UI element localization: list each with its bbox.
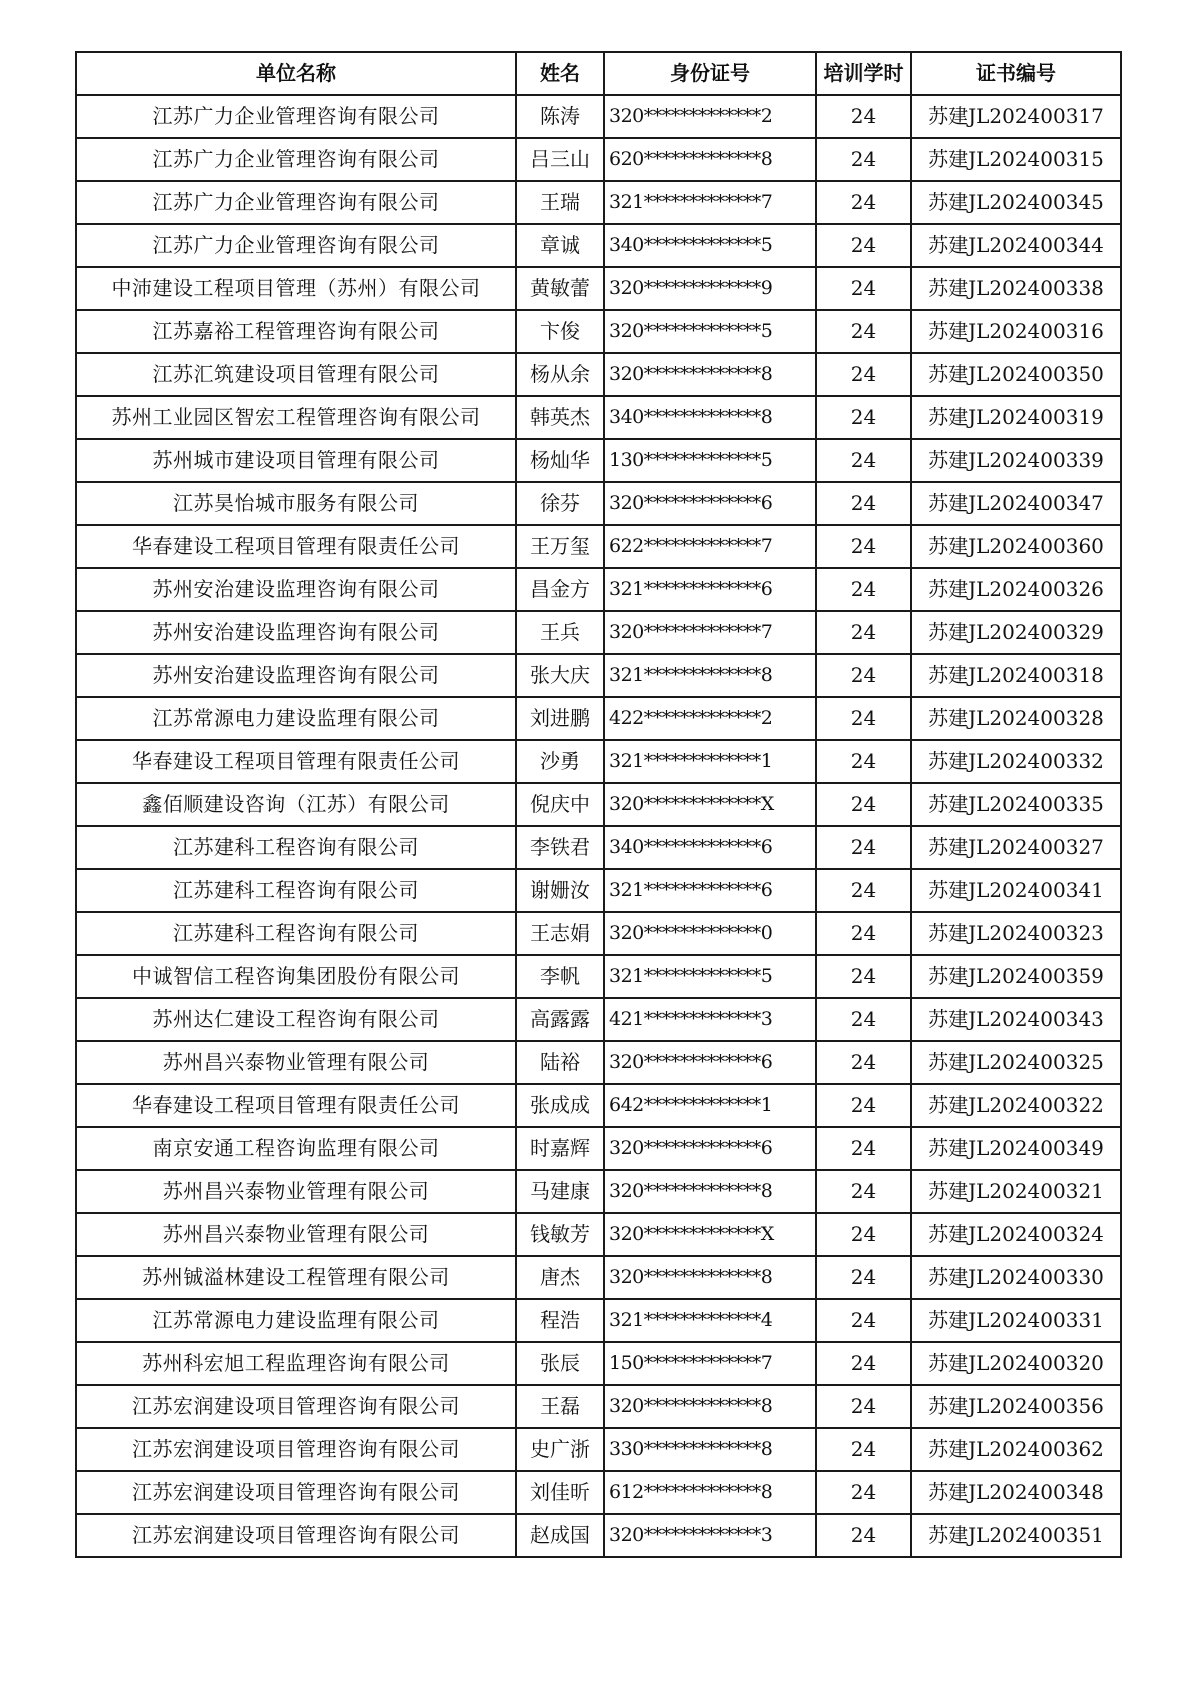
cell-name: 王瑞 [516, 181, 604, 224]
table-row [76, 439, 1121, 482]
cell-certificate-no: 苏建JL202400327 [911, 826, 1121, 869]
table-header [76, 52, 1121, 95]
table-row [76, 1213, 1121, 1256]
table-row [76, 353, 1121, 396]
cell-certificate-no: 苏建JL202400323 [911, 912, 1121, 955]
header-certificate-no: 证书编号 [911, 52, 1121, 95]
cell-id-number: 321*************6 [604, 568, 816, 611]
table-row [76, 95, 1121, 138]
cell-training-hours: 24 [816, 1342, 911, 1385]
cell-training-hours: 24 [816, 310, 911, 353]
cell-name: 李铁君 [516, 826, 604, 869]
cell-certificate-no: 苏建JL202400315 [911, 138, 1121, 181]
table-row [76, 224, 1121, 267]
cell-training-hours: 24 [816, 1256, 911, 1299]
cell-company: 苏州科宏旭工程监理咨询有限公司 [76, 1342, 516, 1385]
cell-company: 江苏建科工程咨询有限公司 [76, 912, 516, 955]
cell-name: 王磊 [516, 1385, 604, 1428]
cell-certificate-no: 苏建JL202400326 [911, 568, 1121, 611]
cell-training-hours: 24 [816, 1084, 911, 1127]
cell-company: 江苏宏润建设项目管理咨询有限公司 [76, 1428, 516, 1471]
cell-certificate-no: 苏建JL202400350 [911, 353, 1121, 396]
cell-id-number: 320*************6 [604, 482, 816, 525]
cell-training-hours: 24 [816, 439, 911, 482]
cell-training-hours: 24 [816, 740, 911, 783]
cell-company: 中诚智信工程咨询集团股份有限公司 [76, 955, 516, 998]
cell-certificate-no: 苏建JL202400359 [911, 955, 1121, 998]
cell-name: 刘佳昕 [516, 1471, 604, 1514]
cell-training-hours: 24 [816, 1299, 911, 1342]
cell-id-number: 320*************6 [604, 1127, 816, 1170]
cell-id-number: 320*************3 [604, 1514, 816, 1557]
table-row [76, 1428, 1121, 1471]
cell-company: 南京安通工程咨询监理有限公司 [76, 1127, 516, 1170]
cell-company: 江苏昊怡城市服务有限公司 [76, 482, 516, 525]
table-row [76, 1342, 1121, 1385]
cell-company: 苏州安治建设监理咨询有限公司 [76, 654, 516, 697]
training-roster-table [75, 51, 1122, 1558]
table-row [76, 1299, 1121, 1342]
cell-id-number: 622*************7 [604, 525, 816, 568]
cell-certificate-no: 苏建JL202400345 [911, 181, 1121, 224]
table-row [76, 1170, 1121, 1213]
cell-name: 时嘉辉 [516, 1127, 604, 1170]
cell-id-number: 321*************8 [604, 654, 816, 697]
cell-training-hours: 24 [816, 138, 911, 181]
cell-company: 鑫佰顺建设咨询（江苏）有限公司 [76, 783, 516, 826]
cell-id-number: 612*************8 [604, 1471, 816, 1514]
cell-id-number: 320*************0 [604, 912, 816, 955]
cell-company: 苏州安治建设监理咨询有限公司 [76, 611, 516, 654]
cell-name: 程浩 [516, 1299, 604, 1342]
cell-company: 江苏常源电力建设监理有限公司 [76, 1299, 516, 1342]
cell-training-hours: 24 [816, 1127, 911, 1170]
cell-certificate-no: 苏建JL202400316 [911, 310, 1121, 353]
cell-name: 张辰 [516, 1342, 604, 1385]
cell-certificate-no: 苏建JL202400338 [911, 267, 1121, 310]
cell-training-hours: 24 [816, 396, 911, 439]
cell-company: 江苏广力企业管理咨询有限公司 [76, 181, 516, 224]
cell-id-number: 320*************2 [604, 95, 816, 138]
cell-training-hours: 24 [816, 998, 911, 1041]
cell-id-number: 340*************5 [604, 224, 816, 267]
cell-name: 杨灿华 [516, 439, 604, 482]
table-row [76, 181, 1121, 224]
table-row [76, 1084, 1121, 1127]
cell-name: 李帆 [516, 955, 604, 998]
header-name: 姓名 [516, 52, 604, 95]
cell-certificate-no: 苏建JL202400319 [911, 396, 1121, 439]
cell-id-number: 320*************X [604, 1213, 816, 1256]
cell-certificate-no: 苏建JL202400322 [911, 1084, 1121, 1127]
cell-training-hours: 24 [816, 267, 911, 310]
cell-certificate-no: 苏建JL202400330 [911, 1256, 1121, 1299]
cell-training-hours: 24 [816, 1471, 911, 1514]
cell-certificate-no: 苏建JL202400321 [911, 1170, 1121, 1213]
table-row [76, 783, 1121, 826]
cell-certificate-no: 苏建JL202400348 [911, 1471, 1121, 1514]
cell-id-number: 422*************2 [604, 697, 816, 740]
cell-name: 卞俊 [516, 310, 604, 353]
cell-company: 江苏广力企业管理咨询有限公司 [76, 224, 516, 267]
cell-certificate-no: 苏建JL202400335 [911, 783, 1121, 826]
cell-name: 刘进鹏 [516, 697, 604, 740]
cell-id-number: 150*************7 [604, 1342, 816, 1385]
cell-id-number: 340*************6 [604, 826, 816, 869]
cell-training-hours: 24 [816, 955, 911, 998]
cell-company: 华春建设工程项目管理有限责任公司 [76, 740, 516, 783]
header-id-number: 身份证号 [604, 52, 816, 95]
cell-id-number: 130*************5 [604, 439, 816, 482]
cell-company: 中沛建设工程项目管理（苏州）有限公司 [76, 267, 516, 310]
cell-company: 苏州达仁建设工程咨询有限公司 [76, 998, 516, 1041]
table-row [76, 1256, 1121, 1299]
table-row [76, 611, 1121, 654]
table-row [76, 998, 1121, 1041]
cell-id-number: 642*************1 [604, 1084, 816, 1127]
table-row [76, 568, 1121, 611]
cell-training-hours: 24 [816, 1213, 911, 1256]
table-body [76, 95, 1121, 1557]
cell-training-hours: 24 [816, 1514, 911, 1557]
cell-company: 江苏建科工程咨询有限公司 [76, 869, 516, 912]
cell-training-hours: 24 [816, 611, 911, 654]
cell-id-number: 330*************8 [604, 1428, 816, 1471]
cell-training-hours: 24 [816, 826, 911, 869]
table-row [76, 740, 1121, 783]
cell-certificate-no: 苏建JL202400344 [911, 224, 1121, 267]
cell-name: 黄敏蕾 [516, 267, 604, 310]
cell-id-number: 320*************5 [604, 310, 816, 353]
cell-name: 钱敏芳 [516, 1213, 604, 1256]
cell-certificate-no: 苏建JL202400351 [911, 1514, 1121, 1557]
header-company: 单位名称 [76, 52, 516, 95]
cell-certificate-no: 苏建JL202400328 [911, 697, 1121, 740]
cell-training-hours: 24 [816, 1041, 911, 1084]
table-row [76, 1385, 1121, 1428]
cell-name: 高露露 [516, 998, 604, 1041]
cell-certificate-no: 苏建JL202400324 [911, 1213, 1121, 1256]
cell-certificate-no: 苏建JL202400347 [911, 482, 1121, 525]
cell-company: 苏州工业园区智宏工程管理咨询有限公司 [76, 396, 516, 439]
table-row [76, 1514, 1121, 1557]
cell-id-number: 321*************4 [604, 1299, 816, 1342]
cell-id-number: 320*************X [604, 783, 816, 826]
cell-training-hours: 24 [816, 783, 911, 826]
cell-training-hours: 24 [816, 912, 911, 955]
cell-training-hours: 24 [816, 224, 911, 267]
cell-certificate-no: 苏建JL202400332 [911, 740, 1121, 783]
cell-company: 江苏广力企业管理咨询有限公司 [76, 95, 516, 138]
cell-certificate-no: 苏建JL202400318 [911, 654, 1121, 697]
cell-company: 苏州城市建设项目管理有限公司 [76, 439, 516, 482]
cell-id-number: 320*************8 [604, 1256, 816, 1299]
cell-certificate-no: 苏建JL202400362 [911, 1428, 1121, 1471]
cell-company: 苏州昌兴泰物业管理有限公司 [76, 1213, 516, 1256]
cell-company: 苏州安治建设监理咨询有限公司 [76, 568, 516, 611]
cell-company: 江苏宏润建设项目管理咨询有限公司 [76, 1385, 516, 1428]
table-row [76, 396, 1121, 439]
cell-certificate-no: 苏建JL202400329 [911, 611, 1121, 654]
cell-id-number: 421*************3 [604, 998, 816, 1041]
cell-certificate-no: 苏建JL202400360 [911, 525, 1121, 568]
cell-id-number: 320*************9 [604, 267, 816, 310]
cell-id-number: 320*************6 [604, 1041, 816, 1084]
cell-company: 江苏广力企业管理咨询有限公司 [76, 138, 516, 181]
cell-certificate-no: 苏建JL202400341 [911, 869, 1121, 912]
header-row [76, 52, 1121, 95]
table-row [76, 697, 1121, 740]
cell-company: 华春建设工程项目管理有限责任公司 [76, 525, 516, 568]
cell-certificate-no: 苏建JL202400343 [911, 998, 1121, 1041]
header-training-hours: 培训学时 [816, 52, 911, 95]
table-row [76, 1471, 1121, 1514]
cell-training-hours: 24 [816, 869, 911, 912]
cell-training-hours: 24 [816, 654, 911, 697]
cell-name: 徐芬 [516, 482, 604, 525]
table-row [76, 869, 1121, 912]
cell-certificate-no: 苏建JL202400325 [911, 1041, 1121, 1084]
cell-company: 江苏常源电力建设监理有限公司 [76, 697, 516, 740]
cell-name: 王兵 [516, 611, 604, 654]
table-row [76, 826, 1121, 869]
table-row [76, 955, 1121, 998]
table-row [76, 310, 1121, 353]
cell-certificate-no: 苏建JL202400356 [911, 1385, 1121, 1428]
cell-name: 张大庆 [516, 654, 604, 697]
cell-name: 赵成国 [516, 1514, 604, 1557]
cell-id-number: 320*************8 [604, 353, 816, 396]
cell-name: 马建康 [516, 1170, 604, 1213]
table-row [76, 1127, 1121, 1170]
cell-id-number: 321*************6 [604, 869, 816, 912]
cell-id-number: 320*************8 [604, 1170, 816, 1213]
cell-company: 江苏宏润建设项目管理咨询有限公司 [76, 1471, 516, 1514]
table-row [76, 138, 1121, 181]
cell-training-hours: 24 [816, 568, 911, 611]
table-row [76, 1041, 1121, 1084]
cell-id-number: 321*************7 [604, 181, 816, 224]
cell-training-hours: 24 [816, 95, 911, 138]
cell-certificate-no: 苏建JL202400317 [911, 95, 1121, 138]
cell-name: 昌金方 [516, 568, 604, 611]
cell-company: 苏州昌兴泰物业管理有限公司 [76, 1170, 516, 1213]
cell-name: 陆裕 [516, 1041, 604, 1084]
cell-training-hours: 24 [816, 1385, 911, 1428]
cell-training-hours: 24 [816, 482, 911, 525]
cell-company: 江苏汇筑建设项目管理有限公司 [76, 353, 516, 396]
cell-name: 王万玺 [516, 525, 604, 568]
cell-name: 吕三山 [516, 138, 604, 181]
cell-training-hours: 24 [816, 1170, 911, 1213]
cell-id-number: 340*************8 [604, 396, 816, 439]
cell-company: 江苏嘉裕工程管理咨询有限公司 [76, 310, 516, 353]
cell-training-hours: 24 [816, 181, 911, 224]
cell-name: 韩英杰 [516, 396, 604, 439]
table-row [76, 525, 1121, 568]
table-row [76, 482, 1121, 525]
cell-certificate-no: 苏建JL202400349 [911, 1127, 1121, 1170]
cell-company: 江苏宏润建设项目管理咨询有限公司 [76, 1514, 516, 1557]
cell-id-number: 320*************8 [604, 1385, 816, 1428]
cell-training-hours: 24 [816, 1428, 911, 1471]
cell-certificate-no: 苏建JL202400339 [911, 439, 1121, 482]
cell-name: 倪庆中 [516, 783, 604, 826]
cell-name: 陈涛 [516, 95, 604, 138]
cell-training-hours: 24 [816, 697, 911, 740]
cell-name: 章诚 [516, 224, 604, 267]
cell-name: 史广浙 [516, 1428, 604, 1471]
cell-name: 王志娟 [516, 912, 604, 955]
cell-training-hours: 24 [816, 353, 911, 396]
cell-company: 苏州铖溢林建设工程管理有限公司 [76, 1256, 516, 1299]
cell-name: 唐杰 [516, 1256, 604, 1299]
cell-id-number: 321*************5 [604, 955, 816, 998]
cell-training-hours: 24 [816, 525, 911, 568]
cell-company: 江苏建科工程咨询有限公司 [76, 826, 516, 869]
cell-name: 杨从余 [516, 353, 604, 396]
cell-name: 张成成 [516, 1084, 604, 1127]
cell-name: 沙勇 [516, 740, 604, 783]
cell-id-number: 321*************1 [604, 740, 816, 783]
cell-name: 谢姗汝 [516, 869, 604, 912]
cell-company: 苏州昌兴泰物业管理有限公司 [76, 1041, 516, 1084]
table-row [76, 267, 1121, 310]
cell-certificate-no: 苏建JL202400320 [911, 1342, 1121, 1385]
table-row [76, 654, 1121, 697]
table-row [76, 912, 1121, 955]
cell-certificate-no: 苏建JL202400331 [911, 1299, 1121, 1342]
cell-company: 华春建设工程项目管理有限责任公司 [76, 1084, 516, 1127]
cell-id-number: 620*************8 [604, 138, 816, 181]
cell-id-number: 320*************7 [604, 611, 816, 654]
